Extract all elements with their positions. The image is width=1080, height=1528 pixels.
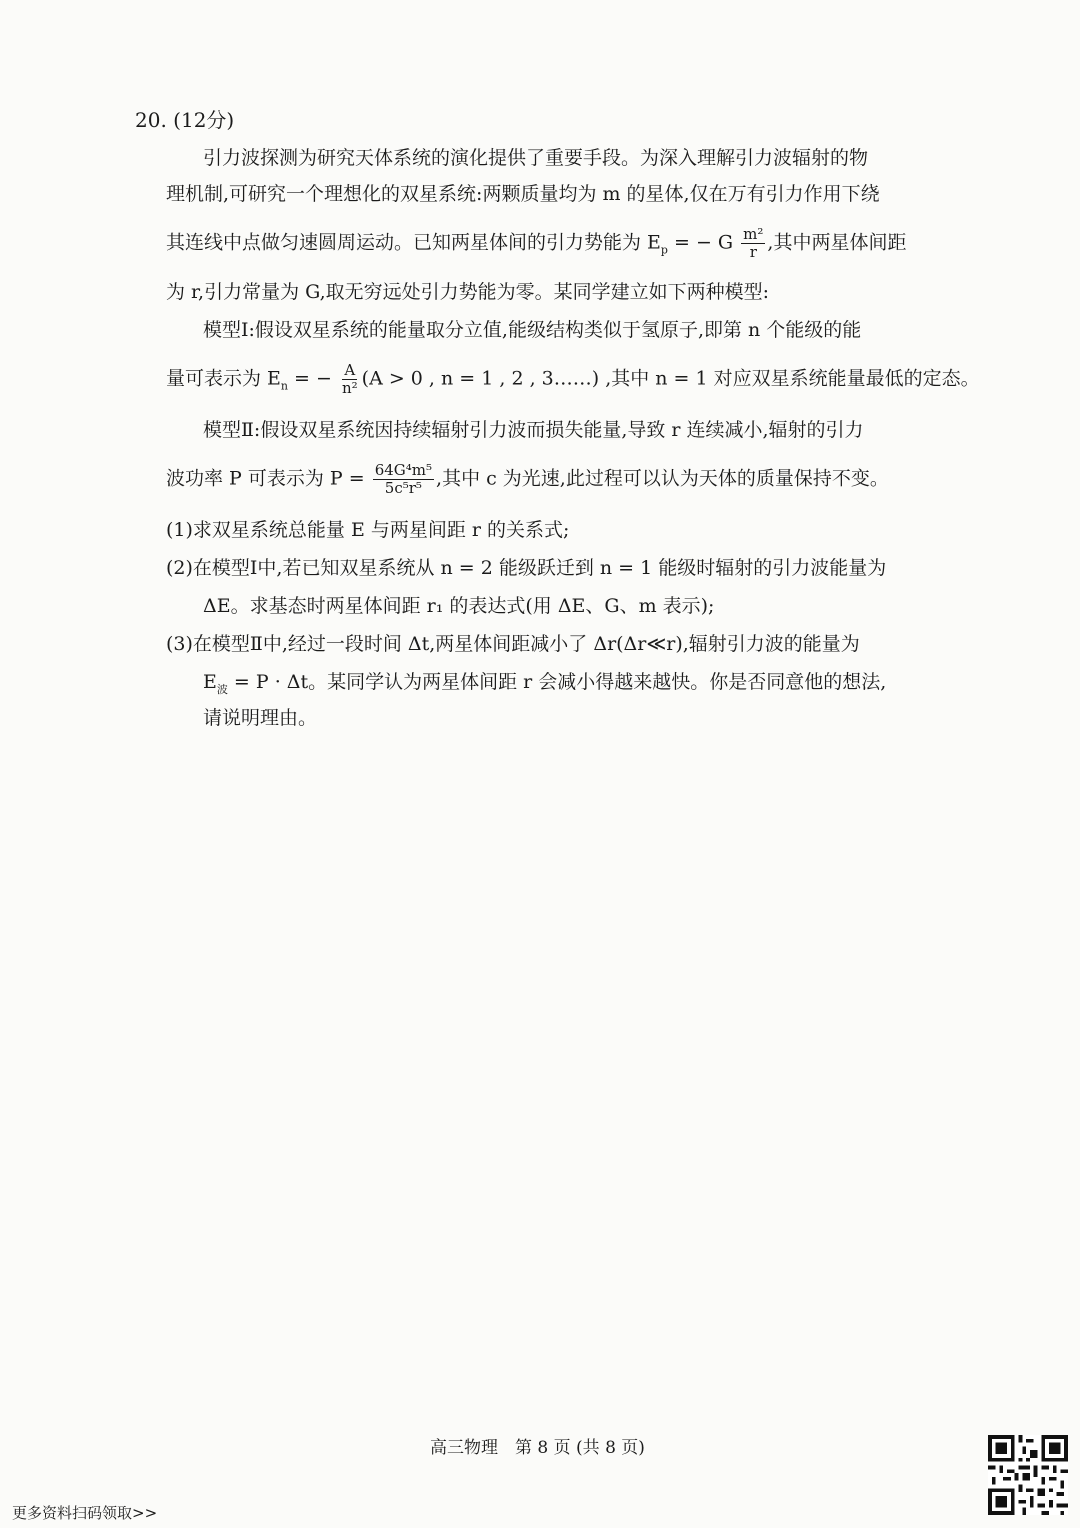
subquestion-3: 请说明理由。 <box>203 707 318 729</box>
energy-level-fraction: $\frac{A}{\text{n²}}$ <box>341 361 358 397</box>
paragraph-line: 为 r,引力常量为 G,取无穷远处引力势能为零。某同学建立如下两种模型: <box>166 281 770 303</box>
paragraph-line: 其连线中点做匀速圆周运动。已知两星体间的引力势能为 $E_p$ = − G $\frac{\text{m²}}{r}$ ,其中两星体间距 <box>166 225 907 261</box>
model-1-line: 量可表示为 $E_n$ = − $\frac{A}{\text{n²}}$ (A > 0 , n = 1 , 2 , 3……) ,其中 n = 1 对应双星系统能量最低的定态。 <box>166 361 980 397</box>
subquestion-1: (1)求双星系统总能量 E 与两星间距 r 的关系式; <box>166 519 570 541</box>
question-number: 20. <box>135 108 167 132</box>
model-1-line: 模型Ⅰ:假设双星系统的能量取分立值,能级结构类似于氢原子,即第 n 个能级的能 <box>203 319 862 341</box>
page-footer: 高三物理 第 8 页 (共 8 页) <box>430 1438 645 1458</box>
model-2-line: 模型Ⅱ:假设双星系统因持续辐射引力波而损失能量,导致 r 连续减小,辐射的引力 <box>203 419 864 441</box>
paragraph-line: 引力波探测为研究天体系统的演化提供了重要手段。为深入理解引力波辐射的物 <box>203 147 869 169</box>
subquestion-3: $E_波 = P \cdot \Delta t$。某同学认为两星体间距 r 会减小得越来越快。你是否同意他的想法, <box>203 671 887 696</box>
subquestion-3: (3)在模型Ⅱ中,经过一段时间 Δt,两星体间距减小了 Δr(Δr≪r),辐射引力波的能量为 <box>166 633 860 655</box>
subquestion-2: (2)在模型Ⅰ中,若已知双星系统从 n = 2 能级跃迁到 n = 1 能级时辐射的引力波能量为 <box>166 557 887 579</box>
question-header <box>135 104 234 133</box>
question-score: (12分) <box>173 108 235 132</box>
qr-code-icon[interactable] <box>988 1435 1068 1515</box>
potential-fraction: $\frac{\text{m²}}{r}$ <box>743 225 764 261</box>
paragraph-line: 理机制,可研究一个理想化的双星系统:两颗质量均为 m 的星体,仅在万有引力作用下绕 <box>166 183 880 205</box>
promo-link[interactable]: 更多资料扫码领取>> <box>12 1504 158 1522</box>
power-fraction: $\frac{\text{64G⁴m⁵}}{\text{5c⁵r⁵}}$ <box>374 461 433 497</box>
subquestion-2: ΔE。求基态时两星体间距 r₁ 的表达式(用 ΔE、G、m 表示); <box>203 595 715 617</box>
model-2-line: 波功率 P 可表示为 P = $\frac{\text{64G⁴m⁵}}{\text{5c⁵r⁵}}$ ,其中 c 为光速,此过程可以认为天体的质量保持不变。 <box>166 461 889 497</box>
